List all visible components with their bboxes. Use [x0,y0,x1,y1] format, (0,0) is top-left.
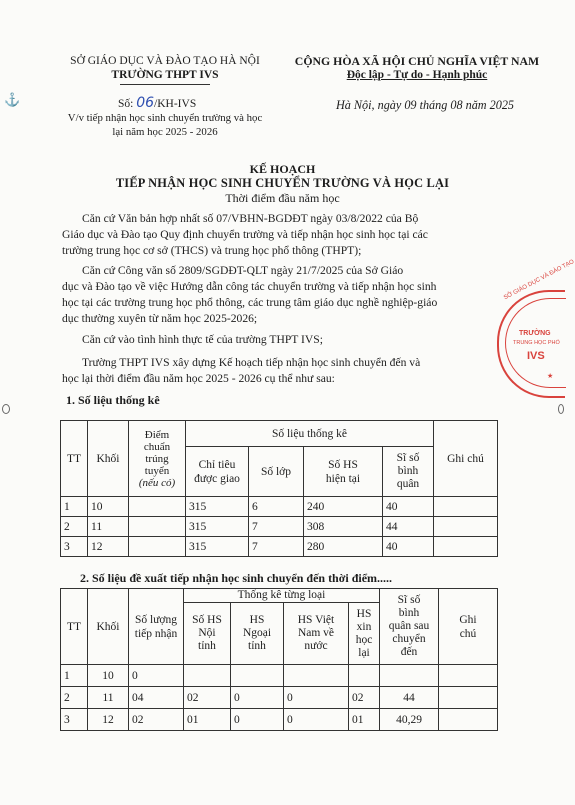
margin-mark-right [558,404,564,414]
doc-title: KẾ HOẠCH [249,162,316,176]
table-row: 3 12 02 01 0 0 01 40,29 [61,709,498,731]
header-left-underline [120,84,210,85]
school-seal-stamp [497,259,575,398]
col-khoi: Khối [88,421,129,497]
proposal-table [60,588,498,731]
statistics-table [60,420,498,557]
doc-subtitle-time: Thời điểm đầu năm học [225,191,340,205]
stamp-line-2: TRƯỜNG [519,330,551,337]
table-row: 3 12 315 7 280 40 [61,537,498,557]
p1-line-2: Giáo dục và Đào tạo Quy định chuyển trường và tiếp nhận học sinh học tại các [62,228,428,241]
stamp-star-icon: ★ [547,372,554,380]
p4-line-2: học lại thời điểm đầu năm học 2025 - 2026 cụ thể như sau: [62,372,335,385]
doc-subtitle: TIẾP NHẬN HỌC SINH CHUYỂN TRƯỜNG VÀ HỌC LẠI [115,176,450,190]
table-row: 1 10 0 [61,665,498,687]
document-date: Hà Nội, ngày 09 tháng 08 năm 2025 [335,98,515,112]
col-group-thong-ke: Thống kê từng loại [184,589,380,603]
anchor-icon: ⚓ [4,92,21,107]
col-tt: TT [61,421,88,497]
col-so-luong: Số lượng tiếp nhận [129,589,184,665]
school-name: TRƯỜNG THPT IVS [111,69,219,81]
col-chi-tieu: Chỉ tiêu được giao [186,447,249,497]
doc-number-suffix: /KH-IVS [154,98,197,110]
col-so-hs: Số HS hiện tại [304,447,383,497]
national-title: CỘNG HÒA XÃ HỘI CHỦ NGHĨA VIỆT NAM [294,54,540,68]
col-so-lop: Số lớp [249,447,304,497]
paragraph-intro [62,355,492,387]
p2-line-1: Căn cứ Công văn số 2809/SGDĐT-QLT ngày 21/7/2025 của Sở Giáo [82,264,404,277]
national-motto: Độc lập - Tự do - Hạnh phúc [346,69,488,81]
stamp-ring-text: SỞ GIÁO DỤC VÀ ĐÀO TẠO [503,259,575,302]
col-khoi: Khối [88,589,129,665]
agency-name: SỞ GIÁO DỤC VÀ ĐÀO TẠO HÀ NỘI [70,55,260,67]
col-viet-nam: HS Việt Nam về nước [284,603,349,665]
col-tt: TT [61,589,88,665]
col-ghi-chu: Ghi chú [439,589,498,665]
paragraph-legal-basis-2 [62,263,492,327]
paragraph-legal-basis-1 [62,211,492,259]
stamp-line-4: IVS [527,350,545,362]
margin-mark [2,404,10,414]
p2-line-3: học tại các trường trung học phổ thông, các trung tâm giáo dục nghề nghiệp-giáo [62,296,438,309]
table-row: 1 10 315 6 240 40 [61,497,498,517]
p1-line-3: trường trung học cơ sở (THCS) và trung học phổ thông (THPT); [62,244,362,257]
col-group-so-lieu: Số liệu thống kê [186,421,434,447]
col-xin-hoc-lai: HS xin học lại [349,603,380,665]
col-si-so: Sĩ số bình quân [383,447,434,497]
col-ghi-chu: Ghi chú [434,421,498,497]
p2-line-4: dục thường xuyên từ năm học 2025-2026; [62,312,258,325]
col-diem-chuan: Điểm chuẩn trúng tuyển (nếu có) [129,421,186,497]
stamp-line-3: TRUNG HỌC PHỔ [513,340,560,346]
subject-line-2: lại năm học 2025 - 2026 [112,126,218,138]
document-number [118,96,196,112]
p2-line-2: dục và Đào tạo về việc Hướng dẫn công tác chuyển trường và tiếp nhận học sinh [62,280,437,293]
section-1-heading: 1. Số liệu thống kê [66,393,160,407]
doc-number-prefix: Số: [118,98,134,110]
document-subject [50,111,280,139]
p1-line-1: Căn cứ Văn bản hợp nhất số 07/VBHN-BGDĐT ngày 03/8/2022 của Bộ [82,212,419,225]
section-2-heading: 2. Số liệu đề xuất tiếp nhận học sinh chuyển đến thời điểm..... [80,571,393,585]
paragraph-legal-basis-3: Căn cứ vào tình hình thực tế của trường THPT IVS; [82,333,323,346]
col-si-so-sau: Sĩ số bình quân sau chuyển đến [380,589,439,665]
subject-line-1: V/v tiếp nhận học sinh chuyển trường và học [67,112,263,124]
doc-number-handwritten: 06 [136,95,155,111]
table-row: 2 11 04 02 0 0 02 44 [61,687,498,709]
table-row: 2 11 315 7 308 44 [61,517,498,537]
col-ngoai-tinh: HS Ngoại tỉnh [231,603,284,665]
p4-line-1: Trường THPT IVS xây dựng Kế hoạch tiếp nhận học sinh chuyển đến và [82,356,421,369]
col-noi-tinh: Số HS Nội tỉnh [184,603,231,665]
